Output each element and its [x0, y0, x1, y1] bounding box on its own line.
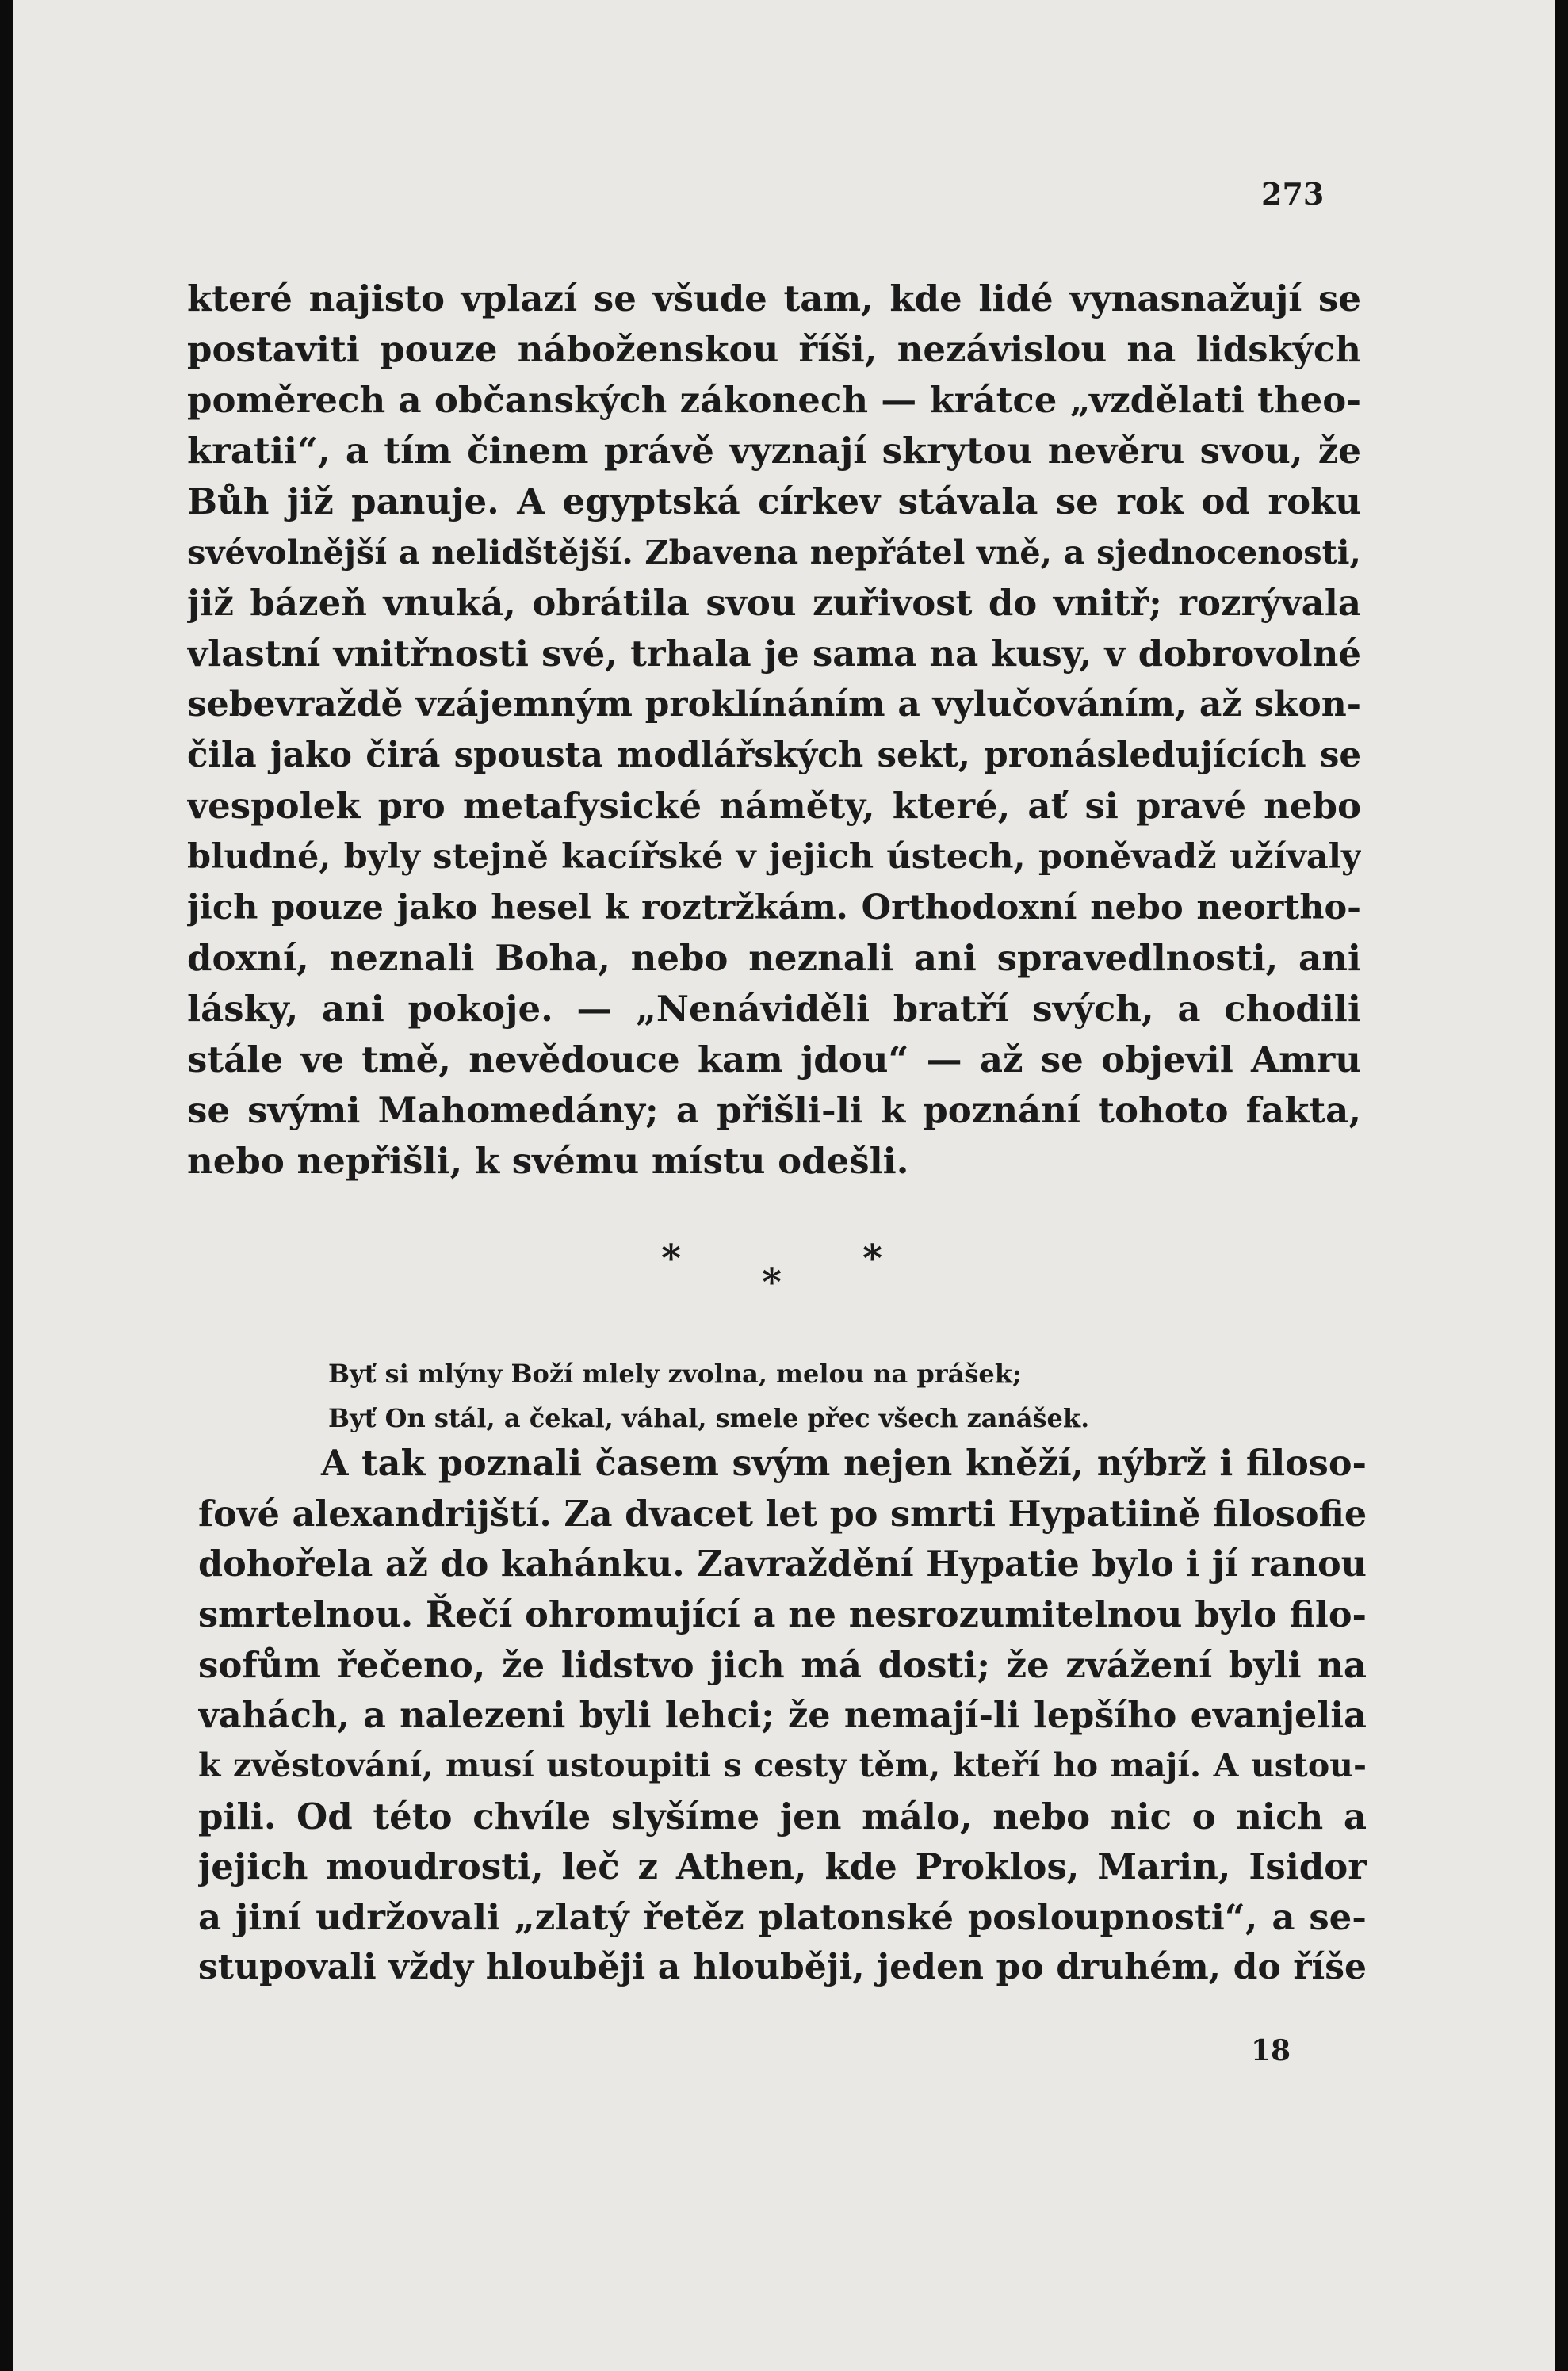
text-line: bludné, byly stejně kacířské v jejich ústech, poněvadž užívaly [187, 837, 1361, 877]
text-line: k zvěstování, musí ustoupiti s cesty těm, kteří ho mají. A ustou- [198, 1746, 1367, 1784]
asterisk: * [661, 1237, 682, 1281]
signature-mark: 18 [1251, 2034, 1291, 2067]
text-line: nebo nepřišli, k svému místu odešli. [187, 1140, 909, 1182]
text-line: Bůh již panuje. A egyptská církev stávala se rok od roku [187, 480, 1361, 522]
text-line: jejich moudrosti, leč z Athen, kde Proklos, Marin, Isidor [198, 1845, 1367, 1887]
text-line: jich pouze jako hesel k roztržkám. Orthodoxní nebo neortho- [187, 888, 1361, 927]
text-line: které najisto vplazí se všude tam, kde lidé vynasnažují se [187, 277, 1361, 319]
text-line: stupovali vždy hlouběji a hlouběji, jeden po druhém, do říše [198, 1947, 1367, 1987]
verse-line: Byť On stál, a čekal, váhal, smele přec všech zanášek. [328, 1403, 1090, 1433]
text-line: A tak poznali časem svým nejen kněží, nýbrž i filoso- [321, 1443, 1367, 1484]
text-line: čila jako čirá spousta modlářských sekt, pronásledujících se [187, 735, 1361, 775]
text-line: svévolnější a nelidštější. Zbavena nepřátel vně, a sjednocenosti, [187, 533, 1361, 572]
paragraph-2 [198, 1439, 1367, 1993]
asterisk: * [862, 1237, 883, 1281]
text-line: lásky, ani pokoje. — „Nenáviděli bratří svých, a chodili [187, 988, 1361, 1030]
paragraph-1 [187, 273, 1361, 1187]
verse-quotation [328, 1352, 1216, 1440]
text-line: a jiní udržovali „zlatý řetěz platonské posloupnosti“, a se- [198, 1895, 1367, 1938]
text-line: smrtelnou. Řečí ohromující a ne nesrozumitelnou bylo filo- [198, 1593, 1367, 1635]
text-line: kratii“, a tím činem právě vyznají skrytou nevěru svou, že [187, 430, 1361, 472]
asterisk: * [762, 1260, 782, 1305]
text-line: pili. Od této chvíle slyšíme jen málo, nebo nic o nich a [198, 1795, 1367, 1838]
text-line: vahách, a nalezeni byli lehci; že nemají-li lepšího evanjelia [198, 1694, 1367, 1736]
text-line: se svými Mahomedány; a přišli-li k poznání tohoto fakta, [187, 1089, 1361, 1131]
text-line: vlastní vnitřnosti své, trhala je sama na kusy, v dobrovolné [187, 633, 1361, 675]
text-line: doxní, neznali Boha, nebo neznali ani spravedlnosti, ani [187, 937, 1361, 979]
text-line: stále ve tmě, nevědouce kam jdou“ — až se objevil Amru [187, 1038, 1361, 1080]
verse-line: Byť si mlýny Boží mlely zvolna, melou na prášek; [328, 1359, 1022, 1389]
text-line: poměrech a občanských zákonech — krátce „vzdělati theo- [187, 379, 1361, 421]
text-line: postaviti pouze náboženskou říši, nezávislou na lidských [187, 328, 1361, 370]
text-line: sofům řečeno, že lidstvo jich má dosti; že zvážení byli na [198, 1644, 1367, 1686]
text-line: sebevraždě vzájemným proklínáním a vylučováním, až skon- [187, 684, 1361, 725]
book-page [13, 0, 1555, 2371]
page-number: 273 [1261, 176, 1325, 212]
text-line: fové alexandrijští. Za dvacet let po smrti Hypatiině filosofie [198, 1493, 1367, 1535]
section-break-asterisks [647, 1237, 916, 1316]
text-line: vespolek pro metafysické náměty, které, ať si pravé nebo [187, 785, 1361, 827]
text-line: již bázeň vnuká, obrátila svou zuřivost do vnitř; rozrývala [187, 582, 1361, 624]
text-line: dohořela až do kahánku. Zavraždění Hypatie bylo i jí ranou [198, 1543, 1367, 1585]
